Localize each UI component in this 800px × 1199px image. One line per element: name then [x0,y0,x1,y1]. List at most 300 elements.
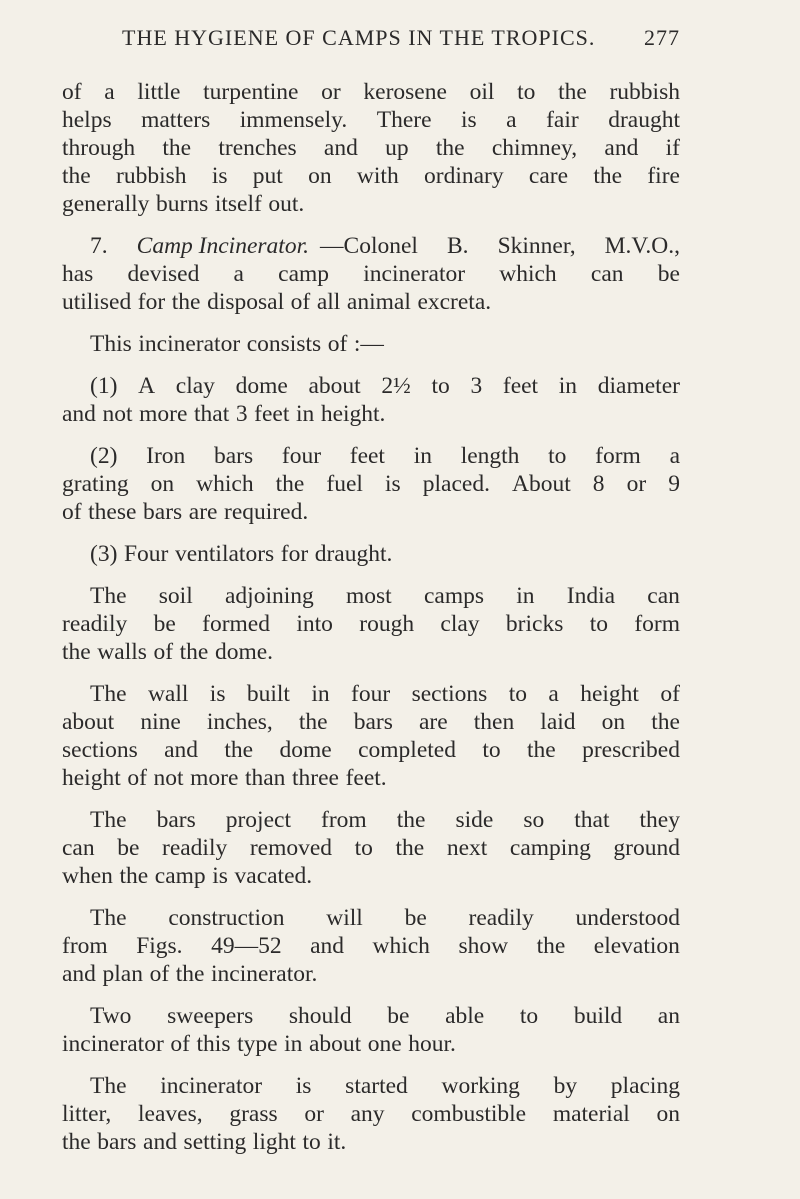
word: laid [540,709,576,735]
word: bars [214,443,254,469]
word: elevation [593,933,680,959]
text-line [62,400,680,428]
word: placed. [422,471,490,497]
word: The [90,1073,127,1099]
word: soil [158,583,193,609]
word: camp [278,261,330,287]
word: India [566,583,616,609]
text-line [62,470,680,498]
word: or [304,1101,324,1127]
word: light [252,1129,296,1155]
text-line [62,582,680,610]
word: of [153,639,174,665]
text-line [62,1128,680,1156]
paragraph-gap [62,568,680,582]
word: 2½ [381,373,411,399]
word: length [460,443,520,469]
word: vacated. [234,863,313,889]
word: B. [446,233,469,259]
word: will [326,905,363,931]
word: the [558,79,587,105]
paragraph [62,1002,680,1058]
word: started [345,1073,408,1099]
paragraph [62,1072,680,1156]
word: 8 [592,471,605,497]
word: to [482,737,501,763]
word: adjoining [224,583,314,609]
text-line [62,1002,680,1030]
word: a [669,443,680,469]
word: to [431,373,450,399]
word: the [175,961,205,987]
word: The [90,807,127,833]
word: four [281,443,322,469]
text-line [62,736,680,764]
word: 49—52 [211,933,282,959]
word: kerosene [363,79,447,105]
word: Iron [146,443,186,469]
text-line [62,764,680,792]
text-line [62,442,680,470]
word: through [62,135,136,161]
word: of [62,79,82,105]
word: of [660,681,680,707]
paragraph [62,806,680,890]
word: About [512,471,571,497]
word: fire [647,163,680,189]
word: is [212,863,228,889]
word: which [499,261,557,287]
paragraph-gap [62,666,680,680]
word: about [308,1031,362,1057]
text-line [62,862,680,890]
word: placing [610,1073,680,1099]
word: the [593,163,623,189]
word: the [224,737,254,763]
word: feet [254,401,290,427]
word: which [196,471,254,497]
word: and [310,933,344,959]
text-line [62,260,680,288]
word: The [90,681,127,707]
word: the [119,863,149,889]
word: There [376,107,432,133]
word: to [354,835,373,861]
word: from [62,933,108,959]
word: in [284,1031,303,1057]
word: itself [214,191,262,217]
word: height [580,681,639,707]
word: and [143,1129,177,1155]
word: inches, [206,709,273,735]
word: bars [156,807,196,833]
word: 3 [235,401,248,427]
word: about [308,373,361,399]
word: bars [97,1129,137,1155]
word: for [280,541,309,567]
running-head [62,18,680,58]
word: rubbish [116,163,187,189]
word: be [657,261,680,287]
word: required. [224,499,309,525]
word: camping [509,835,591,861]
word: plan [102,961,143,987]
word: generally [62,191,150,217]
word: about [62,709,115,735]
word: camp [154,863,206,889]
word: understood [575,905,680,931]
word: readily [468,905,534,931]
word: or [626,471,647,497]
text-line [62,610,680,638]
word: feet. [345,765,387,791]
word: on [150,471,175,497]
word: most [346,583,392,609]
paragraph [62,232,680,316]
word: (3) [90,541,118,567]
word: on [656,1101,680,1127]
word: are [188,499,218,525]
word: incinerator. [211,961,318,987]
word: trenches [218,135,297,161]
paragraph [62,442,680,526]
word: and [604,135,639,161]
word: diameter [597,373,680,399]
word: one [367,1031,402,1057]
word: turpentine [203,79,299,105]
word: utilised [62,289,132,315]
word: build [573,1003,623,1029]
word: setting [183,1129,247,1155]
book-page [62,18,680,1156]
word: helps [62,107,112,133]
word: any [350,1101,385,1127]
word: these [88,499,137,525]
paragraph [62,78,680,218]
word: to [302,1129,321,1155]
word: the [275,471,305,497]
word: in [516,583,535,609]
text-line [62,638,680,666]
word: then [473,709,515,735]
text-line [62,106,680,134]
word: three [292,765,339,791]
paragraph [62,372,680,428]
text-line [62,372,680,400]
word: completed [358,737,456,763]
word: rough [359,611,415,637]
word: are [418,709,448,735]
word: be [117,835,140,861]
word: Four [123,541,169,567]
word: of [62,499,82,525]
word: and [62,401,96,427]
word: a [233,261,244,287]
word: ventilators [174,541,275,567]
word: camps [423,583,484,609]
text-line [62,904,680,932]
word: incinerator [363,261,466,287]
paragraph-gap [62,316,680,330]
word: four [351,681,391,707]
word: Skinner, [497,233,576,259]
paragraph [62,330,680,358]
word: should [288,1003,352,1029]
word: height [62,765,121,791]
word: devised [127,261,200,287]
word: ground [613,835,680,861]
text-line [62,134,680,162]
word: litter, [62,1101,112,1127]
word: that [574,807,610,833]
word: in [311,681,330,707]
word: readily [62,611,128,637]
word: A [138,373,156,399]
word: Two [90,1003,132,1029]
text-line [62,680,680,708]
word: out. [268,191,305,217]
text-line [62,162,680,190]
word: chimney, [491,135,578,161]
word: that [194,401,230,427]
text-line [62,708,680,736]
word: burns [156,191,209,217]
word: ordinary [424,163,504,189]
word: working [441,1073,520,1099]
word: bricks [505,611,564,637]
paragraph [62,680,680,792]
word: sweepers [167,1003,254,1029]
word: dome [279,737,332,763]
word: to [519,1003,539,1029]
word: and [62,961,96,987]
word: has [62,261,94,287]
word: 3 [470,373,483,399]
word: up [385,135,409,161]
word: fuel [326,471,363,497]
word: leaves, [138,1101,203,1127]
word: prescribed [582,737,680,763]
text-line [62,540,680,568]
text-line [62,806,680,834]
word: when [62,863,113,889]
text-line [62,1100,680,1128]
word: immensely. [239,107,348,133]
word: bars [143,499,183,525]
word: is [461,107,477,133]
word: the [298,709,328,735]
text-line [62,932,680,960]
word: clay [175,373,215,399]
word: dome. [214,639,274,665]
word: not [102,401,133,427]
word: in [558,373,578,399]
word: —Colonel [320,233,418,259]
word: animal [346,289,411,315]
text-line [62,498,680,526]
word: type [237,1031,278,1057]
word: incinerator [138,331,241,357]
word: sections [411,681,488,707]
word: form [634,611,680,637]
word: material [552,1101,630,1127]
word: (2) [90,443,118,469]
word: more [190,765,239,791]
paragraph-gap [62,988,680,1002]
text-line [62,288,680,316]
word: able [445,1003,485,1029]
word: the [62,1129,91,1155]
word: to [548,443,567,469]
word: is [209,681,226,707]
word: so [523,807,545,833]
paragraph-gap [62,218,680,232]
word: not [153,765,184,791]
word: excreta. [417,289,492,315]
word: than [244,765,286,791]
word: all [316,289,341,315]
word: a [506,107,517,133]
word: Figs. [136,933,183,959]
word: in [413,443,432,469]
word: draught [608,107,680,133]
word: be [404,905,427,931]
word: into [296,611,333,637]
word: construction [168,905,285,931]
text-line [62,78,680,106]
word: built [246,681,290,707]
word: to [517,79,536,105]
word: put [252,163,283,189]
word: of [170,1031,190,1057]
word: The [90,905,127,931]
paragraph [62,540,680,568]
paragraph [62,582,680,666]
word: to [508,681,527,707]
word: a [548,681,559,707]
word: the [62,639,91,665]
word: project [225,807,291,833]
word: on [308,163,332,189]
word: :— [353,331,384,357]
word: combustible [411,1101,527,1127]
paragraph-gap [62,890,680,904]
word: it. [327,1129,347,1155]
word: with [356,163,399,189]
word: or [321,79,341,105]
word: for [137,289,166,315]
word: they [639,807,680,833]
section-number: 7. [90,233,108,259]
word: matters [141,107,211,133]
word: can [62,835,95,861]
word: the [162,135,192,161]
word: the [396,807,426,833]
text-line [62,190,680,218]
paragraph [62,904,680,988]
word: which [372,933,430,959]
word: is [211,163,228,189]
word: nine [140,709,181,735]
word: formed [202,611,270,637]
word: an [657,1003,680,1029]
word: walls [97,639,147,665]
section-heading: Camp Incinerator. [136,233,309,259]
word: clay [440,611,480,637]
word: by [553,1073,578,1099]
word: in [295,401,315,427]
word: the [395,835,425,861]
body-text [62,78,680,1156]
text-line [62,1030,680,1058]
word: dome [235,373,288,399]
word: grating [62,471,129,497]
paragraph-gap [62,428,680,442]
word: care [528,163,569,189]
text-line [62,232,680,260]
word: the [171,289,201,315]
word: be [153,611,176,637]
text-line [62,960,680,988]
word: of [327,331,348,357]
word: height. [320,401,386,427]
word: the [651,709,680,735]
word: disposal [207,289,285,315]
paragraph-gap [62,792,680,806]
text-line [62,834,680,862]
word: of [149,961,170,987]
word: be [387,1003,410,1029]
word: This [90,331,132,357]
word: the [536,933,566,959]
word: of [290,289,311,315]
word: incinerator [62,1031,164,1057]
word: form [595,443,641,469]
word: bars [353,709,393,735]
word: this [196,1031,231,1057]
paragraph-gap [62,358,680,372]
word: removed [249,835,333,861]
word: the [179,639,209,665]
word: of [127,765,147,791]
word: little [137,79,181,105]
word: incinerator [160,1073,263,1099]
text-line [62,1072,680,1100]
word: and [164,737,199,763]
word: wall [147,681,189,707]
word: readily [162,835,228,861]
word: the [62,163,91,189]
word: more [139,401,188,427]
paragraph-gap [62,526,680,540]
word: is [385,471,401,497]
word: consists [246,331,322,357]
word: rubbish [609,79,680,105]
word: to [589,611,608,637]
word: a [104,79,115,105]
word: fair [546,107,579,133]
word: on [601,709,626,735]
word: is [295,1073,312,1099]
word: feet [502,373,539,399]
word: can [647,583,680,609]
word: grass [229,1101,278,1127]
word: The [90,583,127,609]
word: oil [469,79,495,105]
word: draught. [314,541,393,567]
text-line [62,330,680,358]
word: show [458,933,509,959]
